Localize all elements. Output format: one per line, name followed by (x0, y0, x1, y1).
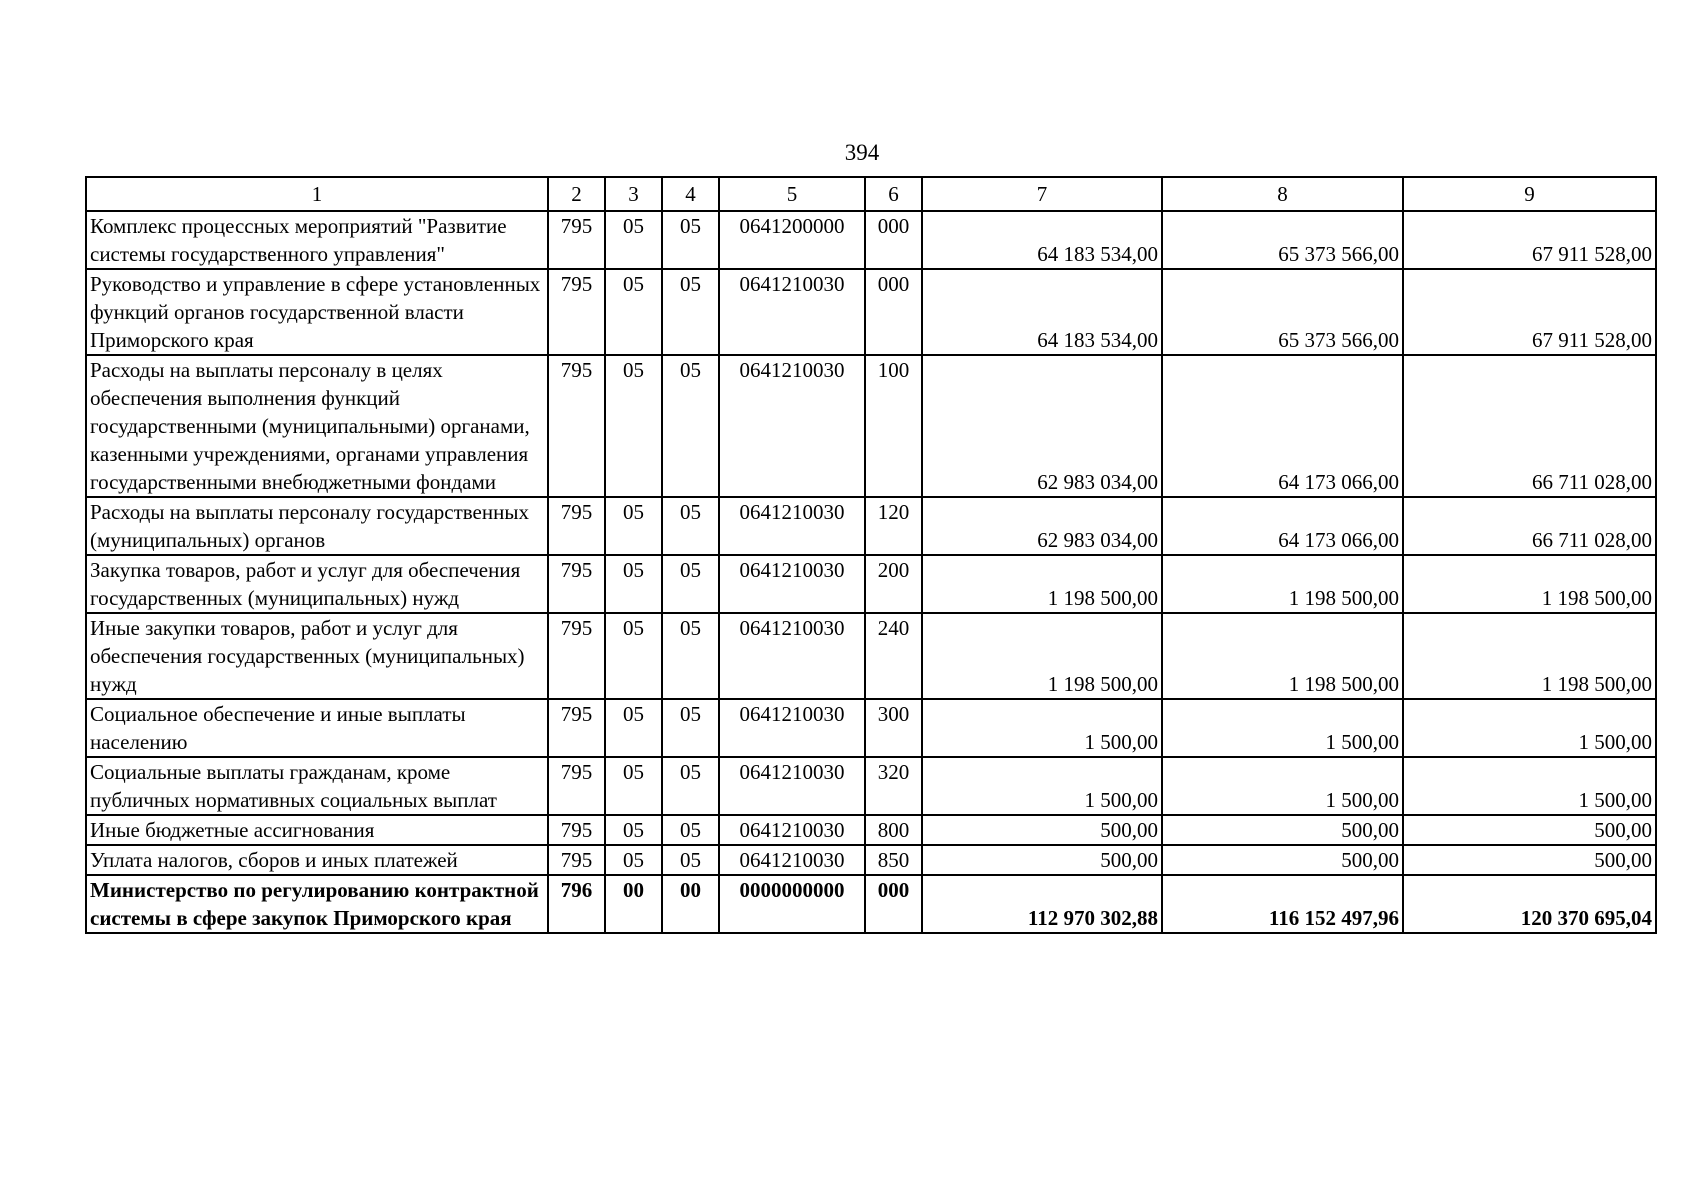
table-row (86, 269, 1656, 355)
column-header: 6 (865, 177, 922, 211)
row-description: Закупка товаров, работ и услуг для обеспечения государственных (муниципальных) нужд (86, 555, 548, 613)
row-description: Министерство по регулированию контрактной системы в сфере закупок Приморского края (86, 875, 548, 933)
code-subsection: 05 (662, 613, 719, 699)
table-row (86, 497, 1656, 555)
amount-col9: 500,00 (1403, 845, 1656, 875)
amount-col8: 1 500,00 (1162, 699, 1403, 757)
table-row (86, 211, 1656, 269)
table-row (86, 757, 1656, 815)
code-type: 800 (865, 815, 922, 845)
code-subsection: 05 (662, 355, 719, 497)
code-gr: 795 (548, 757, 605, 815)
code-type: 300 (865, 699, 922, 757)
table-row (86, 845, 1656, 875)
amount-col8: 65 373 566,00 (1162, 211, 1403, 269)
code-type: 320 (865, 757, 922, 815)
code-subsection: 05 (662, 211, 719, 269)
code-type: 120 (865, 497, 922, 555)
column-header: 3 (605, 177, 662, 211)
code-gr: 795 (548, 815, 605, 845)
column-header: 1 (86, 177, 548, 211)
column-header: 8 (1162, 177, 1403, 211)
amount-col8: 1 198 500,00 (1162, 555, 1403, 613)
row-description: Руководство и управление в сфере установленных функций органов государственной власти Приморского края (86, 269, 548, 355)
table-row (86, 875, 1656, 933)
code-section: 05 (605, 269, 662, 355)
code-type: 850 (865, 845, 922, 875)
code-section: 05 (605, 613, 662, 699)
row-description: Социальные выплаты гражданам, кроме публичных нормативных социальных выплат (86, 757, 548, 815)
code-section: 05 (605, 845, 662, 875)
code-gr: 795 (548, 355, 605, 497)
table-row (86, 699, 1656, 757)
amount-col9: 67 911 528,00 (1403, 269, 1656, 355)
amount-col9: 66 711 028,00 (1403, 355, 1656, 497)
code-target: 0641210030 (719, 269, 865, 355)
amount-col7: 62 983 034,00 (922, 497, 1162, 555)
column-header: 9 (1403, 177, 1656, 211)
code-target: 0641210030 (719, 355, 865, 497)
code-section: 00 (605, 875, 662, 933)
code-section: 05 (605, 815, 662, 845)
row-description: Расходы на выплаты персоналу в целях обеспечения выполнения функций государственными (муниципальными) органами, казенными учреждениями, органами управления государственными внебюджетными фондами (86, 355, 548, 497)
code-type: 240 (865, 613, 922, 699)
table-row (86, 815, 1656, 845)
code-target: 0641210030 (719, 613, 865, 699)
code-gr: 795 (548, 497, 605, 555)
code-subsection: 05 (662, 757, 719, 815)
code-subsection: 00 (662, 875, 719, 933)
amount-col9: 1 500,00 (1403, 757, 1656, 815)
budget-table (85, 176, 1657, 934)
code-type: 100 (865, 355, 922, 497)
code-target: 0641210030 (719, 845, 865, 875)
row-description: Расходы на выплаты персоналу государственных (муниципальных) органов (86, 497, 548, 555)
table-row (86, 355, 1656, 497)
code-gr: 795 (548, 269, 605, 355)
code-section: 05 (605, 211, 662, 269)
code-subsection: 05 (662, 555, 719, 613)
code-target: 0641210030 (719, 815, 865, 845)
code-gr: 795 (548, 555, 605, 613)
row-description: Социальное обеспечение и иные выплаты населению (86, 699, 548, 757)
column-header: 2 (548, 177, 605, 211)
column-header: 5 (719, 177, 865, 211)
amount-col9: 66 711 028,00 (1403, 497, 1656, 555)
row-description: Комплекс процессных мероприятий "Развитие системы государственного управления" (86, 211, 548, 269)
amount-col9: 500,00 (1403, 815, 1656, 845)
code-type: 200 (865, 555, 922, 613)
code-target: 0641210030 (719, 497, 865, 555)
code-subsection: 05 (662, 845, 719, 875)
amount-col7: 64 183 534,00 (922, 269, 1162, 355)
code-type: 000 (865, 875, 922, 933)
code-gr: 795 (548, 211, 605, 269)
code-gr: 795 (548, 845, 605, 875)
code-section: 05 (605, 699, 662, 757)
code-type: 000 (865, 211, 922, 269)
amount-col7: 64 183 534,00 (922, 211, 1162, 269)
code-gr: 795 (548, 699, 605, 757)
code-target: 0000000000 (719, 875, 865, 933)
amount-col9: 1 198 500,00 (1403, 555, 1656, 613)
code-section: 05 (605, 757, 662, 815)
code-type: 000 (865, 269, 922, 355)
amount-col8: 1 500,00 (1162, 757, 1403, 815)
code-subsection: 05 (662, 497, 719, 555)
code-subsection: 05 (662, 815, 719, 845)
amount-col9: 67 911 528,00 (1403, 211, 1656, 269)
amount-col7: 1 198 500,00 (922, 613, 1162, 699)
amount-col8: 500,00 (1162, 815, 1403, 845)
code-section: 05 (605, 497, 662, 555)
amount-col9: 1 500,00 (1403, 699, 1656, 757)
amount-col7: 112 970 302,88 (922, 875, 1162, 933)
row-description: Иные закупки товаров, работ и услуг для обеспечения государственных (муниципальных) нужд (86, 613, 548, 699)
amount-col7: 1 500,00 (922, 699, 1162, 757)
code-target: 0641210030 (719, 699, 865, 757)
amount-col8: 64 173 066,00 (1162, 355, 1403, 497)
column-header: 7 (922, 177, 1162, 211)
page-number: 394 (844, 140, 880, 165)
amount-col7: 500,00 (922, 845, 1162, 875)
table-header-row (86, 177, 1656, 211)
code-gr: 796 (548, 875, 605, 933)
code-subsection: 05 (662, 699, 719, 757)
code-section: 05 (605, 555, 662, 613)
code-target: 0641210030 (719, 757, 865, 815)
column-header: 4 (662, 177, 719, 211)
amount-col7: 1 198 500,00 (922, 555, 1162, 613)
code-target: 0641210030 (719, 555, 865, 613)
code-section: 05 (605, 355, 662, 497)
amount-col7: 500,00 (922, 815, 1162, 845)
row-description: Уплата налогов, сборов и иных платежей (86, 845, 548, 875)
amount-col8: 1 198 500,00 (1162, 613, 1403, 699)
table-row (86, 555, 1656, 613)
amount-col9: 1 198 500,00 (1403, 613, 1656, 699)
amount-col8: 116 152 497,96 (1162, 875, 1403, 933)
table-row (86, 613, 1656, 699)
amount-col8: 500,00 (1162, 845, 1403, 875)
code-target: 0641200000 (719, 211, 865, 269)
amount-col7: 62 983 034,00 (922, 355, 1162, 497)
code-subsection: 05 (662, 269, 719, 355)
code-gr: 795 (548, 613, 605, 699)
amount-col8: 64 173 066,00 (1162, 497, 1403, 555)
row-description: Иные бюджетные ассигнования (86, 815, 548, 845)
amount-col7: 1 500,00 (922, 757, 1162, 815)
amount-col9: 120 370 695,04 (1403, 875, 1656, 933)
amount-col8: 65 373 566,00 (1162, 269, 1403, 355)
